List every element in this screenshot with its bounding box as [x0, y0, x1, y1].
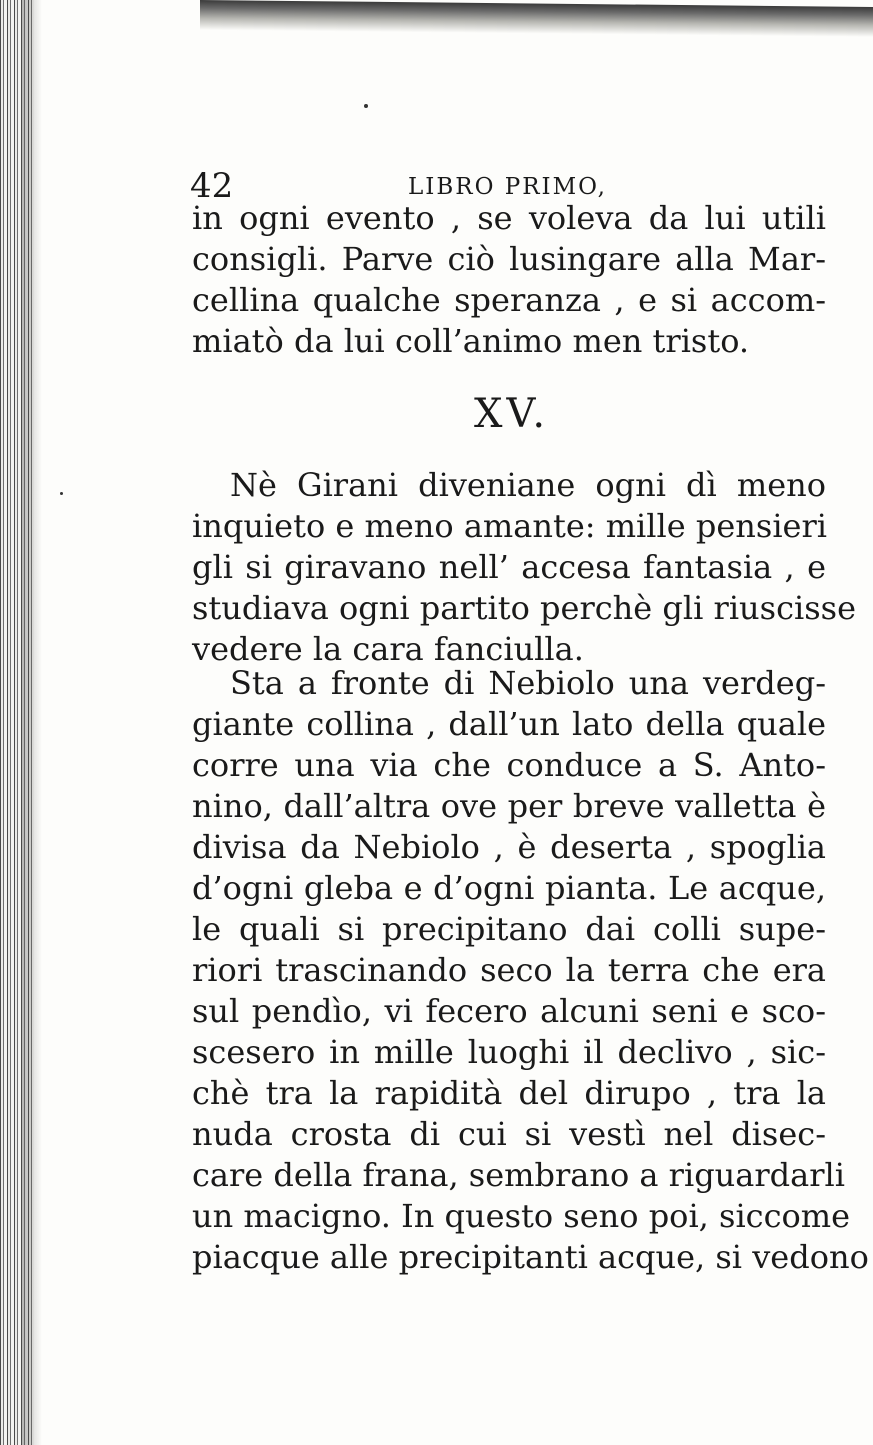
text-line: miatò da lui coll’animo men tristo.: [192, 322, 750, 360]
text-line: cellina qualche speranza , e si accom-: [192, 281, 826, 319]
text-line: studiava ogni partito perchè gli riuscisse: [192, 589, 857, 627]
text-line: gli si giravano nell’ accesa fantasia , e: [192, 548, 826, 586]
text-line: piacque alle precipitanti acque, si vedono: [192, 1238, 869, 1276]
text-line: un macigno. In questo seno poi, siccome: [192, 1197, 851, 1235]
text-line: nuda crosta di cui si vestì nel disec-: [192, 1115, 826, 1153]
text-line: Nè Girani diveniane ogni dì meno: [230, 466, 826, 504]
text-line: care della frana, sembrano a riguardarli: [192, 1156, 845, 1194]
text-line: scesero in mille luoghi il declivo , sic-: [192, 1033, 826, 1071]
binding-shadow: [22, 0, 42, 1445]
paragraph: [192, 663, 869, 1278]
text-line: inquieto e meno amante: mille pensieri: [192, 507, 828, 545]
chapter-heading: XV.: [474, 391, 550, 437]
text-line: nino, dall’altra ove per breve valletta è: [192, 787, 826, 825]
page-number: 42: [190, 166, 234, 206]
text-line: riori trascinando seco la terra che era: [192, 951, 826, 989]
text-line: in ogni evento , se voleva da lui utili: [192, 199, 826, 237]
text-line: giante collina , dall’un lato della quale: [192, 705, 826, 743]
running-title: LIBRO PRIMO,: [408, 174, 607, 200]
text-line: corre una via che conduce a S. Anto-: [192, 746, 826, 784]
text-line: le quali si precipitano dai colli supe-: [192, 910, 826, 948]
ink-speck: [60, 492, 63, 495]
text-line: consigli. Parve ciò lusingare alla Mar-: [192, 240, 826, 278]
text-line: Sta a fronte di Nebiolo una verdeg-: [230, 664, 826, 702]
text-line: d’ogni gleba e d’ogni pianta. Le acque,: [192, 869, 826, 907]
paragraph: [192, 465, 857, 670]
top-scan-edge: [200, 0, 873, 37]
text-line: chè tra la rapidità del dirupo , tra la: [192, 1074, 826, 1112]
paragraph-continuation: [192, 198, 826, 362]
text-line: sul pendìo, vi fecero alcuni seni e sco-: [192, 992, 826, 1030]
text-line: vedere la cara fanciulla.: [192, 630, 584, 668]
text-line: divisa da Nebiolo , è deserta , spoglia: [192, 828, 826, 866]
ink-speck: [364, 104, 368, 108]
